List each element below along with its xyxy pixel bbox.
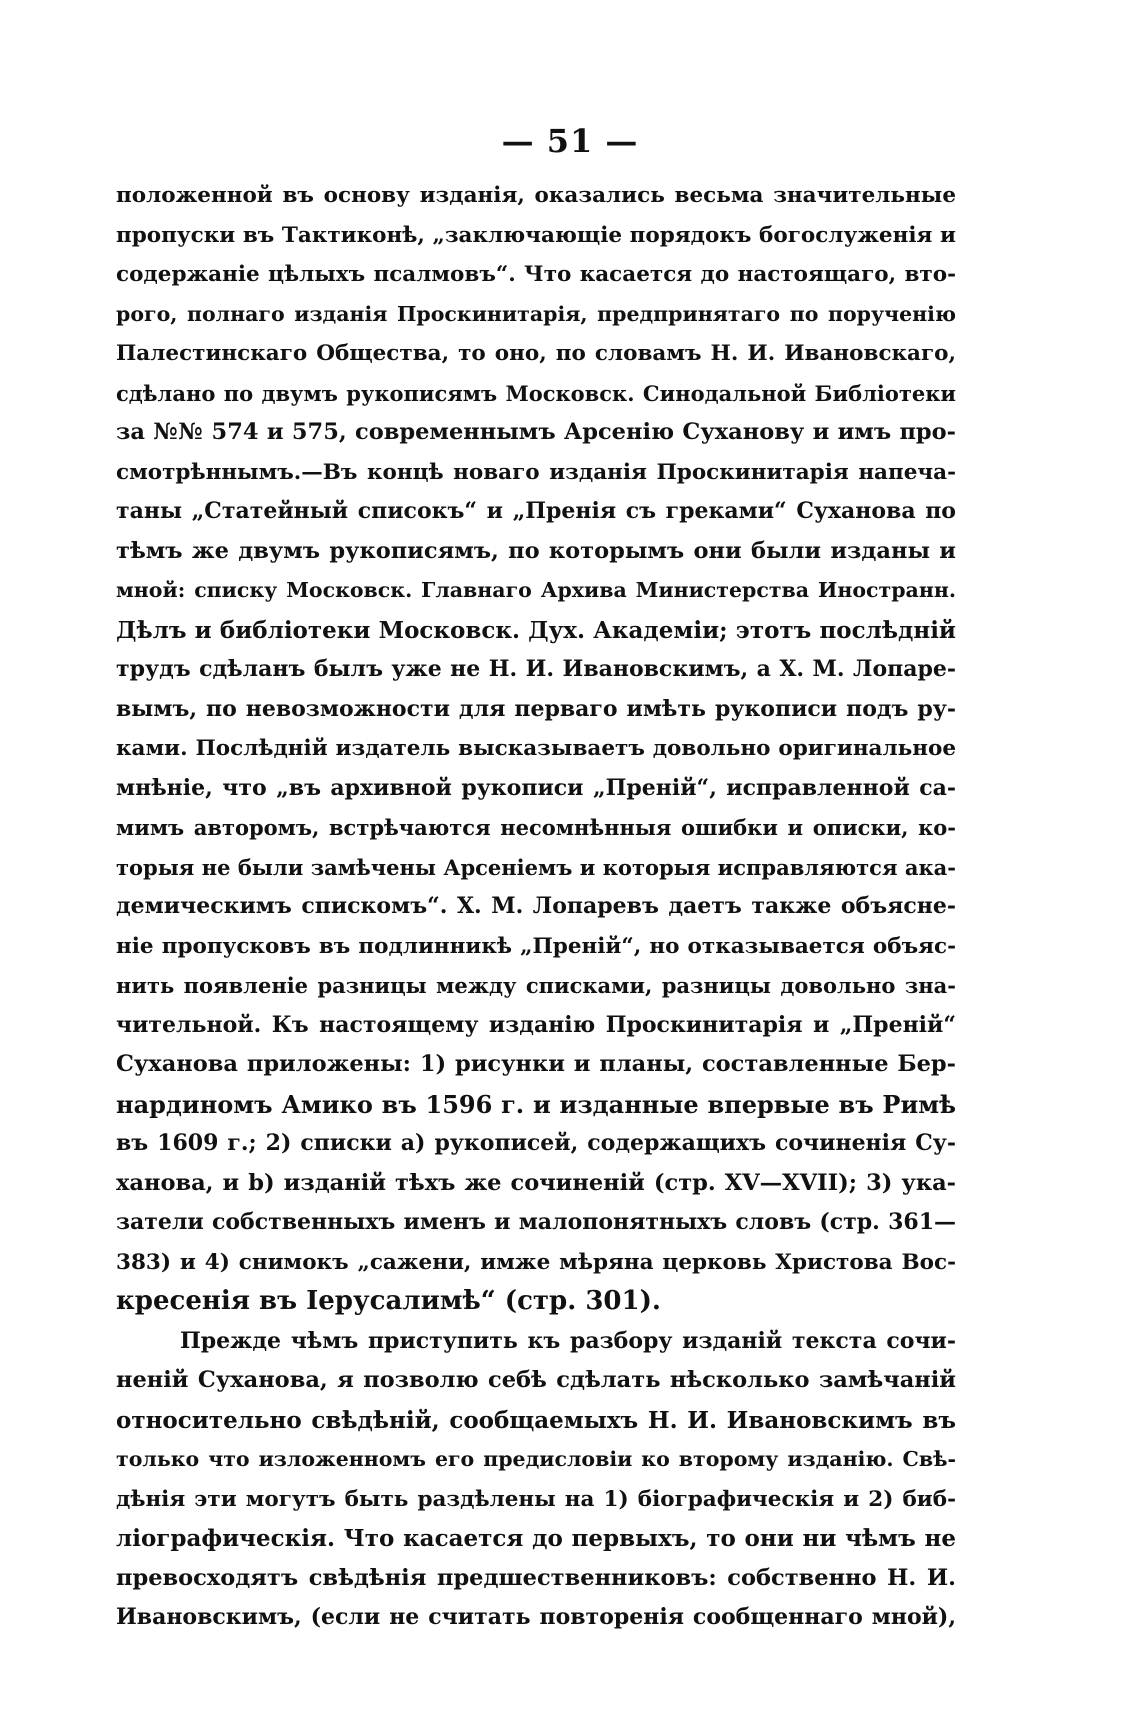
text-line: ніе пропусковъ въ подлинникѣ „Преній“, но отказывается объяс-: [116, 933, 956, 959]
text-line: трудъ сдѣланъ былъ уже не Н. И. Ивановскимъ, а Х. М. Лопаре-: [116, 656, 956, 682]
text-line: только что изложенномъ его предисловіи ко второму изданію. Свѣ-: [116, 1447, 956, 1471]
text-line: кресенія въ Іерусалимѣ“ (стр. 301).: [116, 1286, 661, 1316]
page-number: — 51 —: [501, 122, 639, 160]
text-line: ханова, и b) изданій тѣхъ же сочиненій (стр. XV—XVII); 3) ука-: [116, 1169, 956, 1196]
text-line: въ 1609 г.; 2) списки а) рукописей, содержащихъ сочиненія Су-: [116, 1130, 956, 1156]
text-line: положенной въ основу изданія, оказались весьма значительные: [116, 183, 956, 208]
text-line: содержаніе цѣлыхъ псалмовъ“. Что касается до настоящаго, вто-: [116, 262, 956, 287]
text-line: Прежде чѣмъ приступить къ разбору изданій текста сочи-: [180, 1327, 956, 1354]
text-line: смотрѣннымъ.—Въ концѣ новаго изданія Проскинитарія напеча-: [116, 459, 956, 485]
text-line: тѣмъ же двумъ рукописямъ, по которымъ они были изданы и: [116, 537, 956, 564]
text-line: затели собственныхъ именъ и малопонятныхъ словъ (стр. 361—: [116, 1209, 956, 1235]
text-line: 383) и 4) снимокъ „сажени, имже мѣряна церковь Христова Вос-: [116, 1249, 956, 1275]
text-line: сдѣлано по двумъ рукописямъ Московск. Синодальной Библіотеки: [116, 380, 956, 406]
text-line: рого, полнаго изданія Проскинитарія, предпринятаго по порученію: [116, 301, 956, 326]
text-line: дѣнія эти могутъ быть раздѣлены на 1) біографическія и 2) биб-: [116, 1486, 956, 1512]
text-line: ліографическія. Что касается до первыхъ, то они ни чѣмъ не: [116, 1525, 956, 1552]
text-line: мнѣніе, что „въ архивной рукописи „Преній“, исправленной са-: [116, 774, 956, 801]
text-line: торыя не были замѣчены Арсеніемъ и которыя исправляются ака-: [116, 854, 956, 880]
paragraph-1: [116, 176, 956, 1322]
text-line: нардиномъ Амико въ 1596 г. и изданные впервые въ Римѣ: [116, 1089, 956, 1119]
text-line: вымъ, по невозможности для перваго имѣть рукописи подъ ру-: [116, 695, 956, 722]
text-line: ками. Послѣдній издатель высказываетъ довольно оригинальное: [116, 736, 956, 761]
text-line: неній Суханова, я позволю себѣ сдѣлать нѣсколько замѣчаній: [116, 1367, 956, 1393]
text-line: пропуски въ Тактиконѣ, „заключающіе порядокъ богослуженія и: [116, 222, 956, 248]
text-line: мной: списку Московск. Главнаго Архива Министерства Иностранн.: [116, 578, 956, 602]
body-text: [116, 176, 956, 1638]
text-line: относительно свѣдѣній, сообщаемыхъ Н. И. Ивановскимъ въ: [116, 1406, 956, 1434]
text-line: Суханова приложены: 1) рисунки и планы, составленные Бер-: [116, 1051, 956, 1077]
text-line: за №№ 574 и 575, современнымъ Арсенію Суханову и имъ про-: [116, 419, 956, 445]
text-line: Палестинскаго Общества, то оно, по словамъ Н. И. Ивановскаго,: [116, 341, 956, 366]
text-line: демическимъ спискомъ“. Х. М. Лопаревъ даетъ также объясне-: [116, 893, 956, 919]
text-line: чительной. Къ настоящему изданію Проскинитарія и „Преній“: [116, 1011, 956, 1038]
text-line: мимъ авторомъ, встрѣчаются несомнѣнныя ошибки и описки, ко-: [116, 815, 956, 840]
text-line: нить появленіе разницы между списками, разницы довольно зна-: [116, 973, 956, 998]
text-line: превосходятъ свѣдѣнія предшественниковъ: собственно Н. И.: [116, 1564, 956, 1591]
text-line: таны „Статейный списокъ“ и „Пренія съ греками“ Суханова по: [116, 498, 956, 524]
text-line: Дѣлъ и библіотеки Московск. Дух. Академіи; этотъ послѣдній: [116, 616, 956, 644]
text-line: Ивановскимъ, (если не считать повторенія сообщеннаго мной),: [116, 1604, 956, 1630]
paragraph-2: [116, 1322, 956, 1638]
